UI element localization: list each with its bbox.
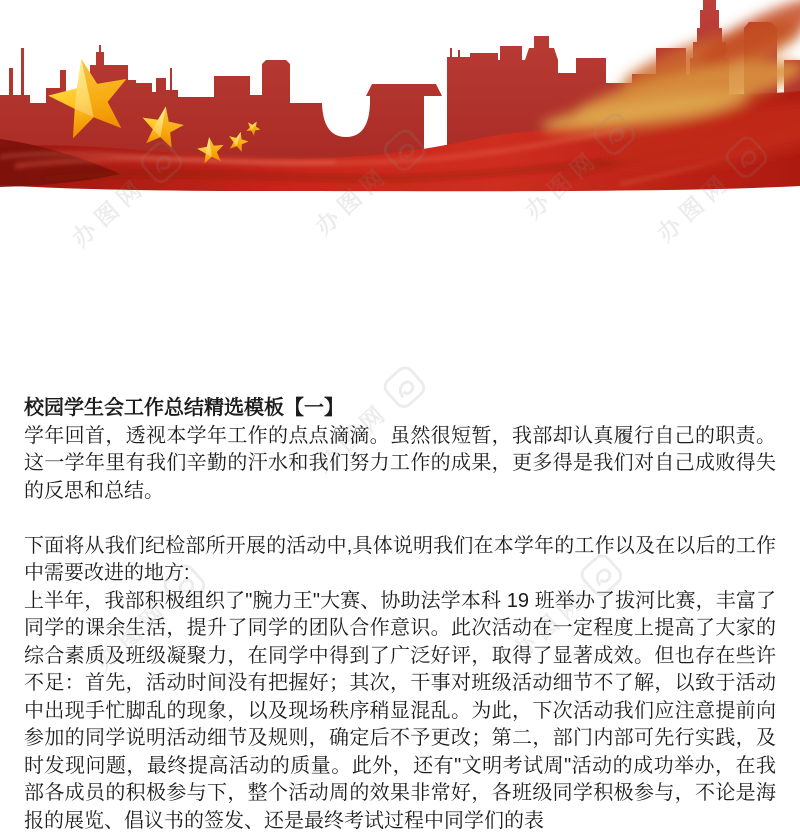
watermark-text: 办图网 [648, 163, 737, 248]
watermark-text: 办图网 [86, 591, 175, 676]
watermark-text: 办图网 [306, 156, 395, 241]
document-title: 校园学生会工作总结精选模板【一】 [24, 395, 776, 423]
paragraph-first-half-year: 上半年，我部积极组织了"腕力王"大赛、协助法学本科 19 班举办了拔河比赛，丰富了同学的课余生活，提升了同学的团队合作意识。此次活动在一定程度上提高了大家的综合素质及班级凝聚力，在同学中得到了广泛好评，取得了显著成效。但也存在些许不足：首先，活动时间没有把握好；其次，干事对班级活动细节不了解，以致于活动中出现手忙脚乱的现象，以及现场秩序稍显混乱。为此，下次活动我们应注意提前向参加的同学说明活动细节及规则，确定后不予更改；第二，部门内部可先行实践，及时发现问题，最终提高活动的质量。此外，还有"文明考试周"活动的成功举办，在我部各成员的积极参与下，整个活动周的效果非常好，各班级同学积极参与，不论是海报的展览、倡议书的签发、还是最终考试过程中同学们的表 [24, 588, 776, 835]
paragraph-intro: 学年回首，透视本学年工作的点点滴滴。虽然很短暂，我部却认真履行自己的职责。这一学年里有我们辛勤的汗水和我们努力工作的成果，更多得是我们对自己成败得失的反思和总结。 [24, 423, 776, 506]
document-body [24, 395, 776, 835]
paragraph-overview: 下面将从我们纪检部所开展的活动中,具体说明我们在本学年的工作以及在以后的工作中需要改进的地方: [24, 533, 776, 588]
blank-line [24, 505, 776, 533]
watermark-text: 办图网 [306, 393, 395, 478]
watermark-text: 办图网 [63, 168, 152, 253]
banner-image [0, 0, 800, 195]
watermark-text: 办图网 [503, 581, 592, 666]
